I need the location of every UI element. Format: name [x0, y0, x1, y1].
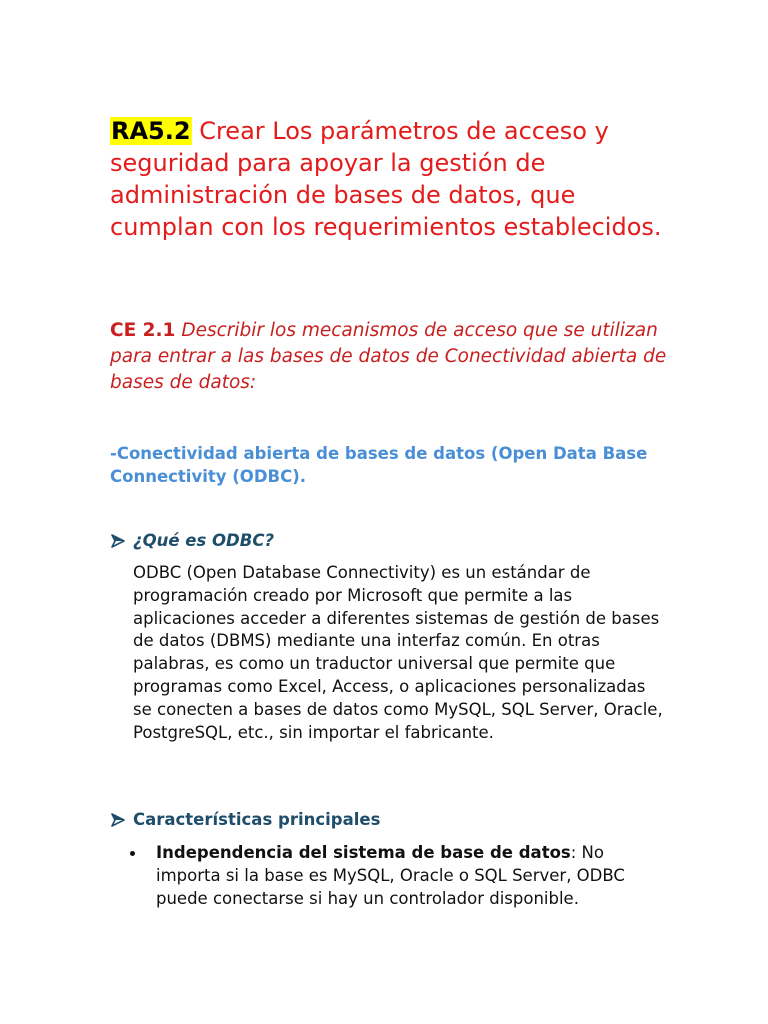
- features-heading: [110, 809, 380, 831]
- learning-outcome-paragraph: [110, 115, 670, 243]
- arrow-bullet-icon: [110, 533, 126, 549]
- learning-outcome-text: Crear Los parámetros de acceso y seguridad para apoyar la gestión de administración de bases de datos, que cumplan con los requerimientos establecidos.: [110, 117, 662, 241]
- feature-description: : No importa si la base es MySQL, Oracle o SQL Server, ODBC puede conectarse si hay un controlador disponible.: [156, 843, 625, 908]
- feature-title: Independencia del sistema de base de datos: [156, 843, 571, 862]
- list-item: [130, 841, 670, 910]
- bullet-dot-icon: [130, 851, 135, 856]
- evaluation-criterion-code: CE 2.1: [110, 320, 176, 341]
- section-heading: -Conectividad abierta de bases de datos (Open Data Base Connectivity (ODBC).: [110, 444, 648, 486]
- learning-outcome-code: RA5.2: [111, 117, 191, 145]
- odbc-question-heading: [110, 530, 274, 552]
- features-heading-label: Características principales: [133, 810, 381, 829]
- arrow-bullet-icon: [110, 812, 126, 828]
- evaluation-criterion-text: Describir los mecanismos de acceso que se utilizan para entrar a las bases de datos de Conectividad abierta de bases de datos:: [110, 320, 667, 393]
- evaluation-criterion-paragraph: [110, 318, 670, 396]
- odbc-definition-paragraph: ODBC (Open Database Connectivity) es un estándar de programación creado por Microsoft que permite a las aplicaciones acceder a diferentes sistemas de gestión de bases de datos (DBMS) mediante una interfaz común. En otras palabras, es como un traductor universal que permite que programas como Excel, Access, o aplicaciones personalizadas se conecten a bases de datos como MySQL, SQL Server, Oracle, PostgreSQL, etc., sin importar el fabricante.: [133, 563, 663, 742]
- odbc-question-label: ¿Qué es ODBC?: [133, 531, 275, 550]
- features-list: [130, 841, 670, 910]
